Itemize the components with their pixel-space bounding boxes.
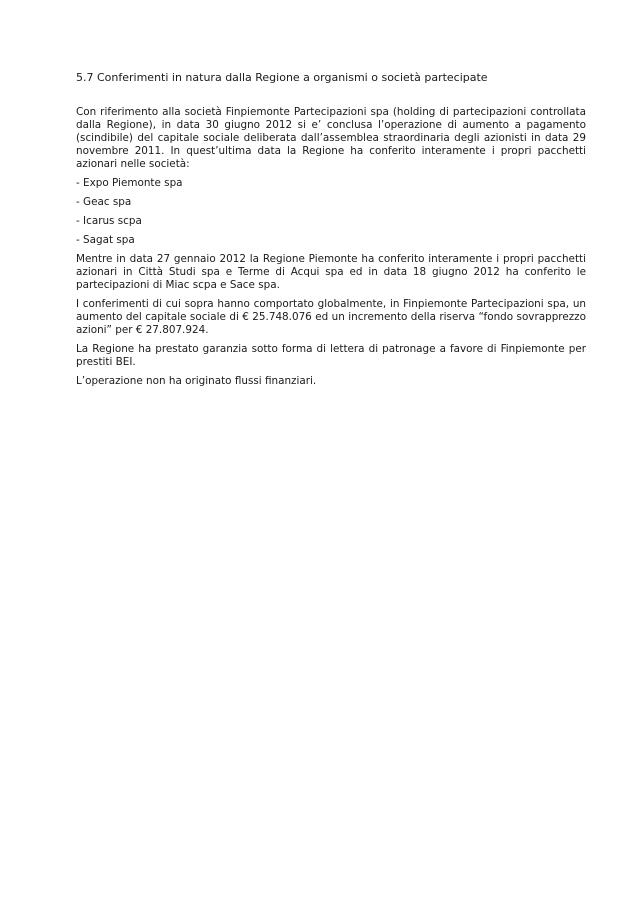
section-heading: 5.7 Conferimenti in natura dalla Regione a organismi o società partecipate <box>76 71 488 84</box>
list-item-expo-piemonte: - Expo Piemonte spa <box>76 177 183 189</box>
paragraph-flussi-finanziari: L’operazione non ha originato flussi finanziari. <box>76 375 317 387</box>
list-item-icarus: - Icarus scpa <box>76 215 142 227</box>
paragraph-conferimenti-gennaio-giugno: Mentre in data 27 gennaio 2012 la Regione Piemonte ha conferito interamente i propri pacchetti azionari in Città Studi spa e Terme di Acqui spa ed in data 18 giugno 2012 ha conferito le partecipazioni di Miac scpa e Sace spa. <box>76 253 586 291</box>
paragraph-aumento-capitale: I conferimenti di cui sopra hanno comportato globalmente, in Finpiemonte Partecipazioni spa, un aumento del capitale sociale di € 25.748.076 ed un incremento della riserva “fondo sovrapprezzo azioni” per € 27.807.924. <box>76 298 586 336</box>
list-item-geac: - Geac spa <box>76 196 132 208</box>
paragraph-garanzia-patronage: La Regione ha prestato garanzia sotto forma di lettera di patronage a favore di Finpiemonte per prestiti BEI. <box>76 343 586 368</box>
document-page <box>76 70 586 394</box>
intro-paragraph: Con riferimento alla società Finpiemonte Partecipazioni spa (holding di partecipazioni controllata dalla Regione), in data 30 giugno 2012 si e’ conclusa l’operazione di aumento a pagamento (scindibile) del capitale sociale deliberata dall’assemblea straordinaria degli azionisti in data 29 novembre 2011. In quest’ultima data la Regione ha conferito interamente i propri pacchetti azionari nelle società: <box>76 106 586 170</box>
list-item-sagat: - Sagat spa <box>76 234 135 246</box>
